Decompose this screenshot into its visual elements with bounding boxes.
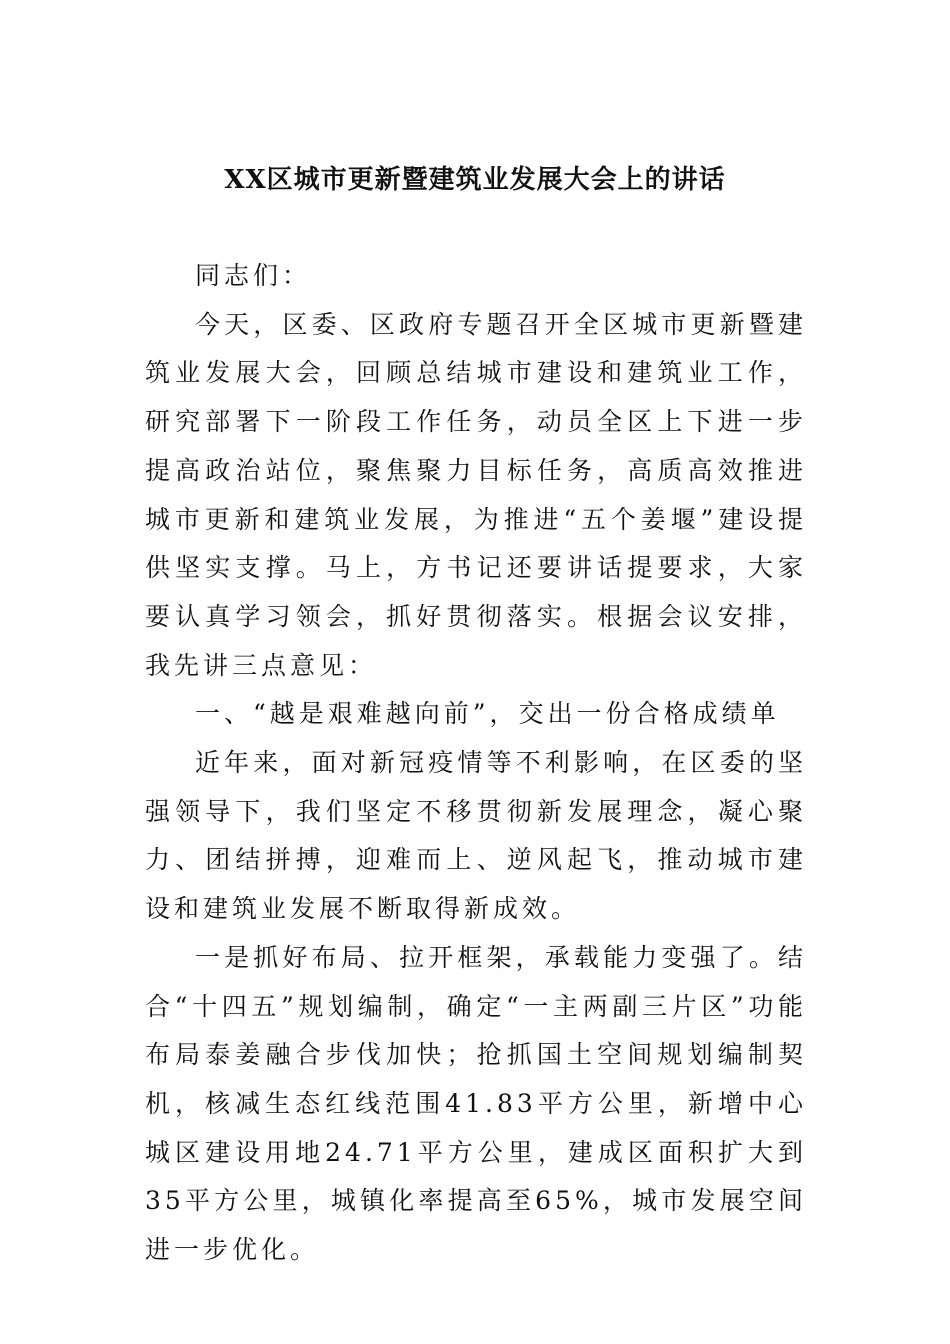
section-heading: 一、“越是艰难越向前”，交出一份合格成绩单: [195, 699, 780, 729]
salutation-paragraph: 同志们：: [195, 261, 312, 290]
body-paragraph: 近年来，面对新冠疫情等不利影响，在区委的坚强领导下，我们坚定不移贯彻新发展理念，凝心聚力、团结拼搏，迎难而上、逆风起飞，推动城市建设和建筑业发展不断取得新成效。: [145, 748, 807, 924]
document-title: XX区城市更新暨建筑业发展大会上的讲话: [224, 165, 726, 195]
intro-paragraph: 今天，区委、区政府专题召开全区城市更新暨建筑业发展大会，回顾总结城市建设和建筑业工作，研究部署下一阶段工作任务，动员全区上下进一步提高政治站位，聚焦聚力目标任务，高质高效推进城市更新和建筑业发展，为推进“五个姜堰”建设提供坚实支撑。马上，方书记还要讲话提要求，大家要认真学习领会，抓好贯彻落实。根据会议安排，我先讲三点意见：: [145, 309, 807, 680]
body-paragraph: 一是抓好布局、拉开框架，承载能力变强了。结合“十四五”规划编制，确定“一主两副三片区”功能布局泰姜融合步伐加快；抢抓国土空间规划编制契机，核减生态红线范围41.83平方公里，新增中心城区建设用地24.71平方公里，建成区面积扩大到35平方公里，城镇化率提高至65%，城市发展空间进一步优化。: [145, 942, 807, 1265]
document-body: [145, 252, 807, 1275]
